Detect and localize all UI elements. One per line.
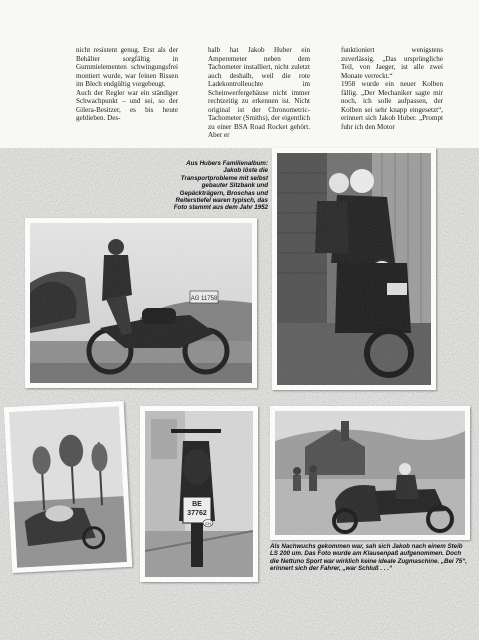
caption-family-album: Aus Hubers Familienalbum: Jakob löste die Transportprobleme mit selbst gebauter Sitzbank und Gepäckträgern, Broschas und Reiterstiefel waren typisch, das Foto stammt aus dem Jahr 1952	[173, 160, 268, 212]
photo-rider-1952	[25, 218, 257, 388]
photo-rider-1952-image	[30, 223, 252, 383]
photo-rear-plate	[140, 406, 258, 582]
photo-two-riders-image	[277, 153, 431, 385]
photo-sidecar-landscape	[4, 401, 133, 573]
photo-klausenpass-sidecar	[270, 406, 470, 540]
photo-two-riders	[272, 148, 436, 390]
article-column-1: nicht resistent genug. Erst als der Behälter sorgfältig in Gummielementen schwingungsfrei montiert wurde, war feinen Rissen im Blech endgültig vorgebeugt. Auch der Regler war ein ständiger Schwachpunkt – und sei, so der Gilera-Besitzer, es bis heute geblieben. Des-	[76, 46, 178, 123]
caption-offspring: Als Nachwuchs gekommen war, sah sich Jakob nach einem Steib LS 200 um. Das Foto wurde am Klausenpaß aufgenommen. Doch die Nettuno Sport war wirklich keine ideale Zugmaschine. „Bei 75“, erinnert sich der Fahrer, „war Schluß . . .“	[270, 543, 468, 573]
photo-sidecar-landscape-image	[9, 406, 127, 568]
article-text-area	[0, 0, 479, 148]
photo-rear-plate-image	[145, 411, 253, 577]
photo-klausenpass-sidecar-image	[275, 411, 465, 535]
article-column-3: funktioniert wenigstens zuverlässig. „Das ursprüngliche Teil, von Jaeger, ist alle zwei Monate verreckt.“ 1958 wurde ein neuer Kolben fällig. „Der Mechaniker sagte mir noch, ich solle aufpassen, der Kolben sei sehr knapp eingesetzt“, erinnert sich Jakob Huber. „Prompt fuhr ich den Motor	[341, 46, 443, 131]
article-column-2: halb hat Jakob Huber ein Amperemeter neben dem Tachometer installiert, nicht zuletzt auch deshalb, weil die rote Ladekontrolleuchte im Scheinwerfergehäuse nicht immer rechtzeitig zu erkennen ist. Nicht original ist der Chronometric-Tachometer (Smiths), der eigentlich zu einer BSA Road Rocket gehört. Aber er	[208, 46, 310, 140]
